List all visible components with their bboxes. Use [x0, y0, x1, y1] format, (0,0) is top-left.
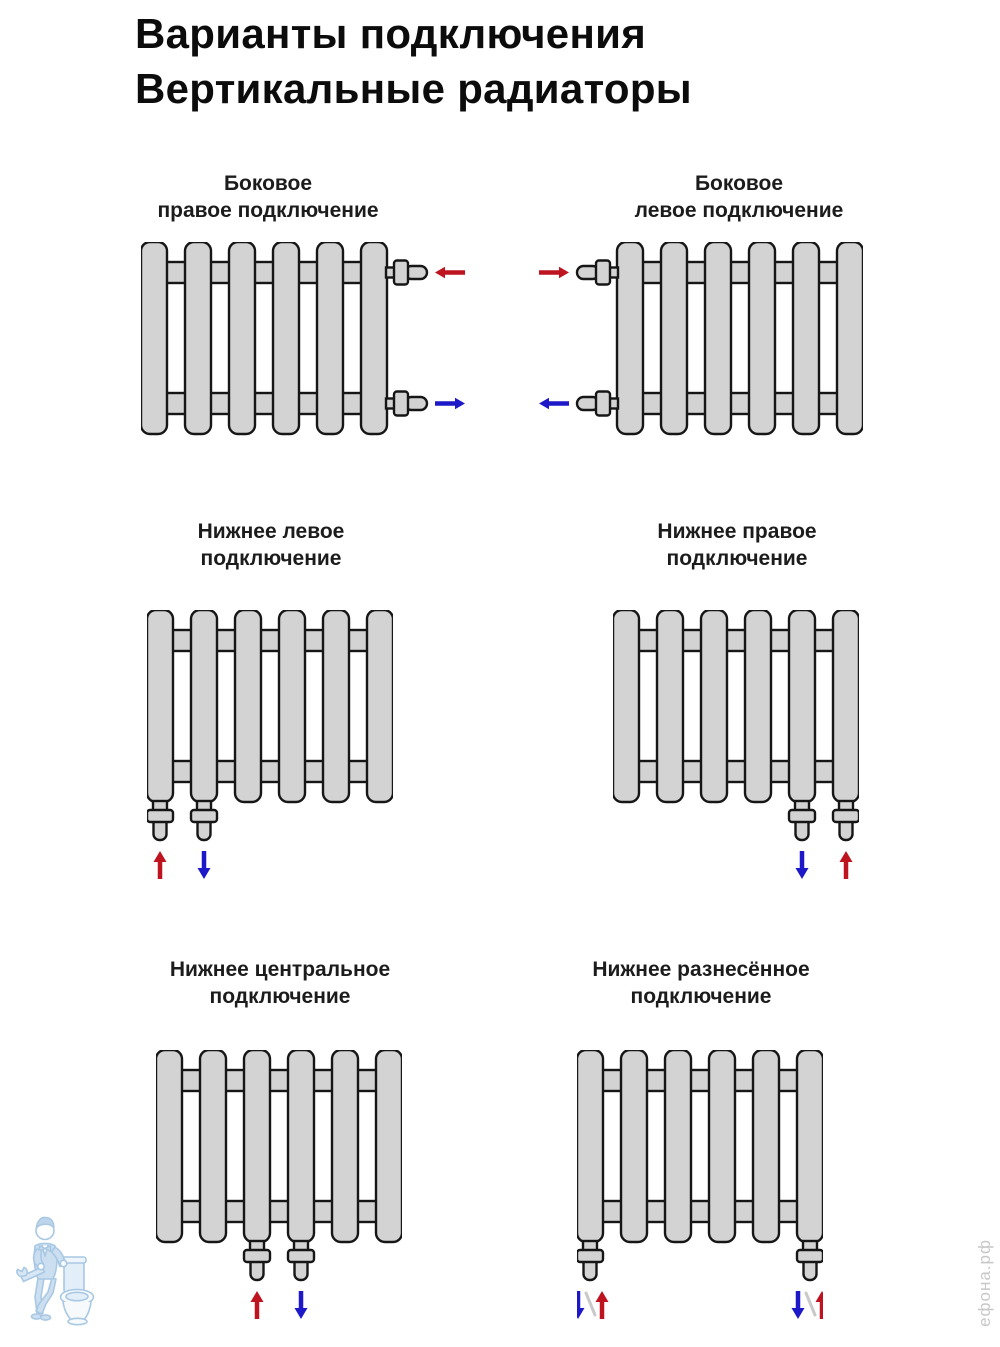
flow-arrow	[539, 270, 559, 275]
flow-arrow	[158, 862, 163, 879]
label-line: Нижнее левое	[197, 520, 345, 543]
flow-arrow	[445, 270, 465, 275]
radiator-section	[613, 610, 639, 802]
radiator-svg-side-right	[141, 242, 473, 442]
label-line: левое подключение	[634, 199, 844, 222]
radiator-svg-bottom-left	[147, 610, 393, 902]
diagram-label-bottom-right	[577, 518, 897, 572]
radiator-diagram-bottom-right	[613, 610, 859, 907]
radiator-section	[749, 242, 775, 434]
flow-arrow	[577, 1291, 580, 1308]
radiator-section	[701, 610, 727, 802]
radiator-section	[577, 1050, 603, 1242]
radiator-section	[323, 610, 349, 802]
radiator-section	[244, 1050, 270, 1242]
watermark-site-text: ефона.рф	[975, 1239, 994, 1327]
radiator-svg-bottom-center	[156, 1050, 402, 1342]
flow-arrow-head	[435, 267, 445, 278]
radiator-diagram-bottom-center	[156, 1050, 402, 1347]
flow-arrow-head	[792, 1308, 805, 1319]
diagram-label-bottom-center	[120, 956, 440, 1010]
radiator-section	[367, 610, 393, 802]
radiator-section	[273, 242, 299, 434]
flow-arrow-head	[559, 267, 569, 278]
radiator-section	[235, 610, 261, 802]
radiator-diagram-side-left	[531, 242, 863, 447]
label-line: подключение	[209, 985, 351, 1008]
flow-arrow	[800, 851, 805, 868]
valve-nut	[394, 392, 408, 416]
either-direction-slash	[806, 1293, 815, 1315]
radiator-section	[705, 242, 731, 434]
label-line: подключение	[666, 547, 808, 570]
radiator-section	[833, 610, 859, 802]
label-line: подключение	[200, 547, 342, 570]
plumber-watermark-logo	[12, 1200, 112, 1330]
radiator-section	[317, 242, 343, 434]
plumber-figure	[17, 1217, 67, 1320]
valve-nut	[191, 810, 217, 822]
flow-arrow-head	[455, 398, 465, 409]
valve-nut	[596, 392, 610, 416]
flow-arrow	[600, 1302, 605, 1319]
flow-arrow	[202, 851, 207, 868]
radiator-svg-side-left	[531, 242, 863, 442]
label-line: Боковое	[694, 172, 784, 195]
flow-arrow-head	[295, 1308, 308, 1319]
flow-arrow	[299, 1291, 304, 1308]
radiator-diagram-bottom-spread	[577, 1050, 823, 1347]
flow-arrow-head	[154, 851, 167, 862]
radiator-section	[185, 242, 211, 434]
page-title-line1: Варианты подключения	[135, 10, 647, 57]
radiator-section	[200, 1050, 226, 1242]
radiator-section	[661, 242, 687, 434]
radiator-section	[332, 1050, 358, 1242]
radiator-section	[709, 1050, 735, 1242]
flow-arrow-head	[539, 398, 549, 409]
diagram-label-bottom-spread	[541, 956, 861, 1010]
radiator-section	[279, 610, 305, 802]
page-title	[135, 6, 692, 116]
flow-arrow-head	[198, 868, 211, 879]
either-direction-slash	[586, 1293, 595, 1315]
radiator-section	[376, 1050, 402, 1242]
valve-nut	[789, 810, 815, 822]
radiator-section	[837, 242, 863, 434]
radiator-svg-bottom-right	[613, 610, 859, 902]
flow-arrow-head	[596, 1291, 609, 1302]
label-line: Нижнее правое	[657, 520, 817, 543]
radiator-section	[789, 610, 815, 802]
flow-arrow-head	[840, 851, 853, 862]
valve-nut	[797, 1250, 823, 1262]
flow-arrow	[549, 401, 569, 406]
flow-arrow-head	[251, 1291, 264, 1302]
toilet-drawing	[61, 1257, 94, 1325]
valve-nut	[577, 1250, 603, 1262]
radiator-section	[657, 610, 683, 802]
label-line: подключение	[630, 985, 772, 1008]
diagram-label-side-right	[108, 170, 428, 224]
page-title-line2: Вертикальные радиаторы	[135, 65, 692, 112]
diagram-label-side-left	[579, 170, 899, 224]
flow-arrow	[435, 401, 455, 406]
radiator-section	[617, 242, 643, 434]
label-line: Боковое	[223, 172, 313, 195]
flow-arrow	[796, 1291, 801, 1308]
valve-nut	[596, 261, 610, 285]
radiator-section	[745, 610, 771, 802]
radiator-section	[147, 610, 173, 802]
valve-nut	[147, 810, 173, 822]
radiator-section	[665, 1050, 691, 1242]
radiator-section	[797, 1050, 823, 1242]
valve-nut	[244, 1250, 270, 1262]
flow-arrow	[844, 862, 849, 879]
radiator-section	[141, 242, 167, 434]
radiator-section	[156, 1050, 182, 1242]
radiator-diagram-bottom-left	[147, 610, 393, 907]
flow-arrow-head	[816, 1291, 824, 1302]
label-line: Нижнее разнесённое	[592, 958, 810, 981]
flow-arrow-head	[577, 1308, 585, 1319]
radiator-section	[361, 242, 387, 434]
radiator-section	[621, 1050, 647, 1242]
flow-arrow	[820, 1302, 823, 1319]
valve-nut	[394, 261, 408, 285]
radiator-section	[191, 610, 217, 802]
radiator-section	[753, 1050, 779, 1242]
flow-arrow	[255, 1302, 260, 1319]
label-line: правое подключение	[157, 199, 379, 222]
label-line: Нижнее центральное	[169, 958, 391, 981]
radiator-diagram-side-right	[141, 242, 473, 447]
radiator-section	[229, 242, 255, 434]
valve-nut	[288, 1250, 314, 1262]
flow-arrow-head	[796, 868, 809, 879]
radiator-section	[793, 242, 819, 434]
radiator-section	[288, 1050, 314, 1242]
valve-nut	[833, 810, 859, 822]
diagram-label-bottom-left	[111, 518, 431, 572]
radiator-svg-bottom-spread	[577, 1050, 823, 1342]
